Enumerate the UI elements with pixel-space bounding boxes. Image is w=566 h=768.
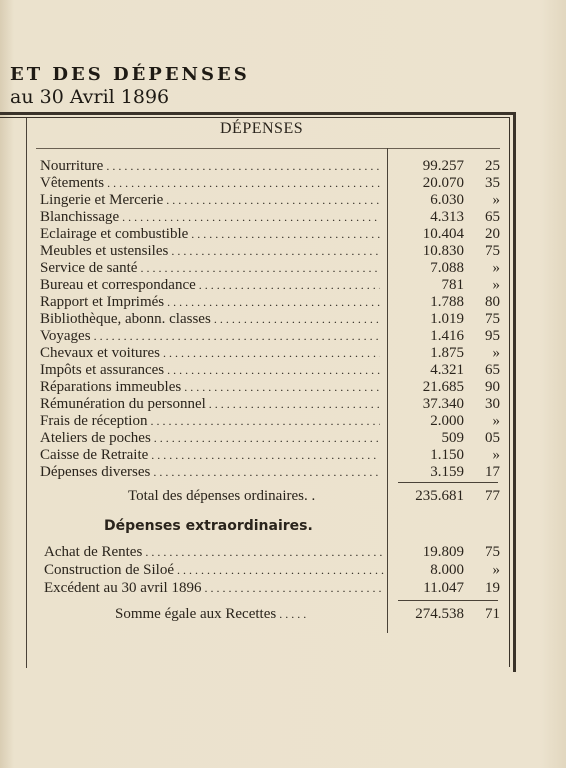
expense-row: [40, 192, 510, 209]
expense-row: [40, 311, 510, 328]
subtotal-rule: [398, 482, 498, 483]
expense-amount: 4.313: [430, 209, 464, 225]
extraordinary-heading: Dépenses extraordinaires.: [104, 518, 313, 534]
expense-label: Caisse de Retraite . . .: [40, 447, 380, 464]
expense-row: [40, 294, 510, 311]
expense-label: Achat de Rentes . . .: [44, 544, 384, 561]
page-heading: ET DES DÉPENSES: [10, 64, 250, 85]
expense-cents: 75: [485, 243, 500, 259]
expense-cents: »: [492, 260, 500, 276]
expense-row: [40, 209, 510, 226]
expense-label: Rapport et Imprimés . . .: [40, 294, 380, 311]
expense-amount: 2.000: [430, 413, 464, 429]
total-ordinary-cents: 77: [485, 488, 500, 504]
expense-cents: 20: [485, 226, 500, 242]
total-ordinary-row: [40, 488, 510, 506]
expense-cents: 75: [485, 311, 500, 327]
expense-row: [40, 328, 510, 345]
final-total-rule: [398, 600, 498, 601]
final-total-amount: 274.538: [415, 606, 464, 622]
expense-row: [40, 544, 510, 561]
expense-row: [40, 562, 510, 579]
final-total-cents: 71: [485, 606, 500, 622]
expense-cents: 90: [485, 379, 500, 395]
expense-amount: 21.685: [422, 379, 464, 395]
expense-amount: 3.159: [430, 464, 464, 480]
total-ordinary-amount: 235.681: [415, 488, 464, 504]
expense-row: [40, 345, 510, 362]
expense-amount: 509: [441, 430, 464, 446]
frame-right-border: [513, 112, 516, 672]
expense-cents: »: [492, 447, 500, 463]
expense-amount: 8.000: [430, 562, 464, 578]
expense-label: Vêtements . . .: [40, 175, 380, 192]
expense-row: [40, 260, 510, 277]
expense-amount: 1.788: [430, 294, 464, 310]
expense-cents: 19: [485, 580, 500, 596]
expense-cents: »: [492, 413, 500, 429]
expense-row: [40, 580, 510, 597]
expense-row: [40, 243, 510, 260]
expense-amount: 1.416: [430, 328, 464, 344]
expense-row: [40, 396, 510, 413]
frame-left-border: [26, 118, 27, 668]
expense-label: Rémunération du personnel . . .: [40, 396, 380, 413]
expense-cents: 30: [485, 396, 500, 412]
expense-amount: 10.830: [422, 243, 464, 259]
final-total-row: [40, 606, 510, 624]
expense-row: [40, 158, 510, 175]
expense-label: Blanchissage . . .: [40, 209, 380, 226]
expense-label: Voyages . . .: [40, 328, 380, 345]
total-ordinary-label: Total des dépenses ordinaires. .: [128, 488, 316, 504]
expense-label: Réparations immeubles . . .: [40, 379, 380, 396]
expense-row: [40, 430, 510, 447]
expense-amount: 99.257: [422, 158, 464, 174]
expense-label: Meubles et ustensiles . . .: [40, 243, 380, 260]
expense-label: Frais de réception . . .: [40, 413, 380, 430]
expense-cents: 75: [485, 544, 500, 560]
expense-cents: 95: [485, 328, 500, 344]
expense-cents: 25: [485, 158, 500, 174]
expense-label: Bibliothèque, abonn. classes . . .: [40, 311, 380, 328]
expense-amount: 781: [441, 277, 464, 293]
expense-cents: 65: [485, 209, 500, 225]
expense-label: Ateliers de poches . . .: [40, 430, 380, 447]
expense-amount: 4.321: [430, 362, 464, 378]
expense-label: Service de santé . . .: [40, 260, 380, 277]
final-total-label: Somme égale aux Recettes . . .: [115, 606, 306, 623]
expense-amount: 11.047: [423, 580, 464, 596]
expense-label: Chevaux et voitures . . .: [40, 345, 380, 362]
expense-label: Impôts et assurances . . .: [40, 362, 380, 379]
expense-cents: 80: [485, 294, 500, 310]
expense-cents: 65: [485, 362, 500, 378]
expense-row: [40, 175, 510, 192]
expense-amount: 37.340: [422, 396, 464, 412]
expense-amount: 19.809: [422, 544, 464, 560]
expense-amount: 1.019: [430, 311, 464, 327]
expense-row: [40, 362, 510, 379]
expense-label: Excédent au 30 avril 1896 . . .: [44, 580, 384, 597]
expense-row: [40, 277, 510, 294]
expense-row: [40, 413, 510, 430]
expense-row: [40, 379, 510, 396]
expense-label: Nourriture . . .: [40, 158, 380, 175]
expense-cents: »: [492, 192, 500, 208]
expense-amount: 6.030: [430, 192, 464, 208]
column-title: DÉPENSES: [220, 120, 304, 137]
expense-label: Construction de Siloé . . .: [44, 562, 384, 579]
expense-label: Lingerie et Mercerie . . .: [40, 192, 380, 209]
page-subheading: au 30 Avril 1896: [10, 86, 170, 108]
expense-amount: 20.070: [422, 175, 464, 191]
expense-amount: 7.088: [430, 260, 464, 276]
expense-amount: 1.150: [430, 447, 464, 463]
expense-cents: 17: [485, 464, 500, 480]
expense-label: Dépenses diverses . . .: [40, 464, 380, 481]
expense-cents: 35: [485, 175, 500, 191]
top-rule: [0, 112, 515, 115]
expense-row: [40, 226, 510, 243]
expense-label: Eclairage et combustible . . .: [40, 226, 380, 243]
expense-cents: »: [492, 562, 500, 578]
expense-row: [40, 464, 510, 481]
expense-cents: »: [492, 345, 500, 361]
expense-label: Bureau et correspondance . . .: [40, 277, 380, 294]
title-rule: [36, 148, 500, 149]
top-rule-thin: [0, 117, 510, 118]
expense-cents: »: [492, 277, 500, 293]
expense-cents: 05: [485, 430, 500, 446]
expense-amount: 10.404: [422, 226, 464, 242]
expense-row: [40, 447, 510, 464]
expense-amount: 1.875: [430, 345, 464, 361]
